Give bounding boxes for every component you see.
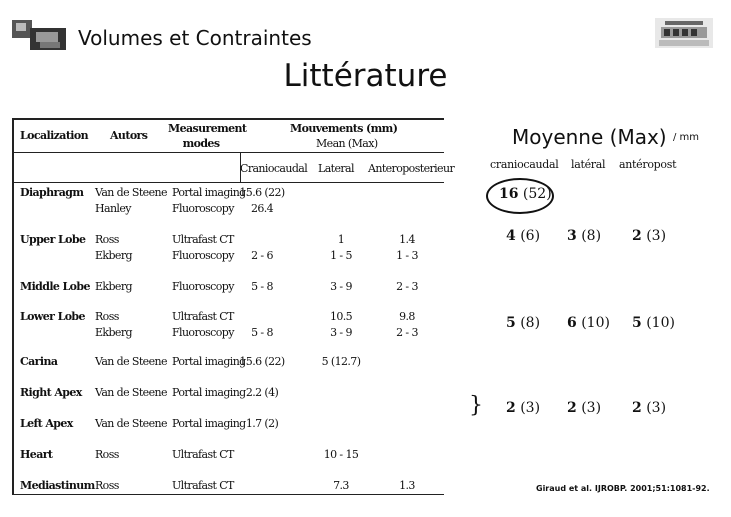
- table-cell-autor: Ekberg: [95, 280, 132, 293]
- summary-col-lateral: latéral: [571, 158, 606, 171]
- institution-logo-icon: [655, 18, 713, 48]
- summary-craniocaudal: 5 (8): [506, 315, 541, 331]
- table-cell-craniocaudal: 15.6 (22): [239, 355, 285, 368]
- header-localization: Localization: [20, 129, 89, 142]
- header-autors: Autors: [110, 129, 148, 142]
- table-cell-lateral: 1: [337, 233, 345, 246]
- table-cell-lateral: 3 - 9: [330, 280, 352, 293]
- table-cell-antero: 1 - 3: [396, 249, 418, 262]
- table-cell-autor: Ross: [95, 479, 119, 492]
- table-cell-mode: Fluoroscopy: [172, 249, 234, 262]
- table-cell-mode: Fluoroscopy: [172, 202, 234, 215]
- table-cell-autor: Ekberg: [95, 326, 132, 339]
- summary-anteropost: 5 (10): [632, 315, 675, 331]
- table-cell-mode: Portal imaging: [172, 186, 246, 199]
- table-cell-antero: 1.4: [399, 233, 415, 246]
- header-mean-max: Mean (Max): [316, 137, 378, 150]
- header-anteroposterieur: Anteroposterieur: [368, 162, 455, 175]
- summary-lateral: 6 (10): [567, 315, 610, 331]
- table-cell-lateral: 5 (12.7): [321, 355, 361, 368]
- table-cell-craniocaudal: 5 - 8: [251, 280, 273, 293]
- table-row-localization: Carina: [20, 355, 58, 368]
- summary-lateral: 3 (8): [567, 228, 602, 244]
- summary-lateral: 2 (3): [567, 400, 602, 416]
- table-cell-lateral: 7.3: [333, 479, 349, 492]
- table-cell-lateral: 1 - 5: [330, 249, 352, 262]
- header-craniocaudal: Craniocaudal: [240, 162, 308, 175]
- table-row-localization: Right Apex: [20, 386, 82, 399]
- table-cell-craniocaudal: 26.4: [250, 202, 274, 215]
- radiotherapy-photo-icon: [10, 18, 68, 52]
- table-cell-mode: Portal imaging: [172, 355, 246, 368]
- summary-craniocaudal: 4 (6): [506, 228, 541, 244]
- table-cell-lateral: 10.5: [329, 310, 353, 323]
- table-cell-antero: 9.8: [399, 310, 415, 323]
- table-cell-antero: 2 - 3: [396, 280, 418, 293]
- summary-anteropost: 2 (3): [632, 400, 667, 416]
- citation: Giraud et al. IJROBP. 2001;51:1081-92.: [536, 484, 710, 493]
- table-cell-autor: Ross: [95, 233, 119, 246]
- header-measurement: Measurement: [168, 122, 247, 135]
- table-cell-craniocaudal: 5 - 8: [251, 326, 273, 339]
- summary-title: Moyenne (Max): [512, 125, 667, 149]
- table-row-localization: Heart: [20, 448, 53, 461]
- table-cell-mode: Ultrafast CT: [172, 233, 234, 246]
- table-cell-craniocaudal: 15.6 (22): [239, 186, 285, 199]
- table-row-localization: Middle Lobe: [20, 280, 90, 293]
- table-cell-mode: Portal imaging: [172, 386, 246, 399]
- table-row-localization: Left Apex: [20, 417, 73, 430]
- table-row-localization: Lower Lobe: [20, 310, 85, 323]
- table-cell-lateral: 10 - 15: [323, 448, 359, 461]
- summary-col-anteropost: antéropost: [619, 158, 677, 171]
- header-mouvements: Mouvements (mm): [290, 122, 398, 135]
- summary-craniocaudal: 16 (52): [499, 186, 552, 202]
- table-cell-lateral: 3 - 9: [330, 326, 352, 339]
- page-title: Volumes et Contraintes: [78, 26, 312, 50]
- table-cell-mode: Fluoroscopy: [172, 326, 234, 339]
- table-row-localization: Upper Lobe: [20, 233, 86, 246]
- summary-col-craniocaudal: craniocaudal: [490, 158, 559, 171]
- table-cell-autor: Van de Steene: [95, 355, 167, 368]
- table-cell-antero: 2 - 3: [396, 326, 418, 339]
- table-cell-craniocaudal: 2 - 6: [251, 249, 273, 262]
- table-cell-autor: Van de Steene: [95, 417, 167, 430]
- summary-anteropost: 2 (3): [632, 228, 667, 244]
- summary-unit: / mm: [673, 132, 700, 143]
- table-cell-autor: Ekberg: [95, 249, 132, 262]
- table-cell-autor: Ross: [95, 310, 119, 323]
- table-cell-mode: Ultrafast CT: [172, 479, 234, 492]
- table-cell-autor: Van de Steene: [95, 186, 167, 199]
- table-cell-antero: 1.3: [399, 479, 415, 492]
- table-row-localization: Diaphragm: [20, 186, 84, 199]
- table-cell-mode: Fluoroscopy: [172, 280, 234, 293]
- header-measurement-modes: modes: [182, 137, 220, 150]
- table-cell-craniocaudal: 1.7 (2): [245, 417, 279, 430]
- table-cell-mode: Ultrafast CT: [172, 448, 234, 461]
- table-cell-autor: Ross: [95, 448, 119, 461]
- table-row-localization: Mediastinum: [20, 479, 95, 492]
- table-cell-mode: Portal imaging: [172, 417, 246, 430]
- apex-brace: }: [469, 393, 483, 418]
- summary-craniocaudal: 2 (3): [506, 400, 541, 416]
- page-subtitle: Littérature: [283, 58, 448, 94]
- table-cell-autor: Hanley: [95, 202, 131, 215]
- header-lateral: Lateral: [318, 162, 354, 175]
- table-cell-mode: Ultrafast CT: [172, 310, 234, 323]
- table-cell-craniocaudal: 2.2 (4): [245, 386, 279, 399]
- table-cell-autor: Van de Steene: [95, 386, 167, 399]
